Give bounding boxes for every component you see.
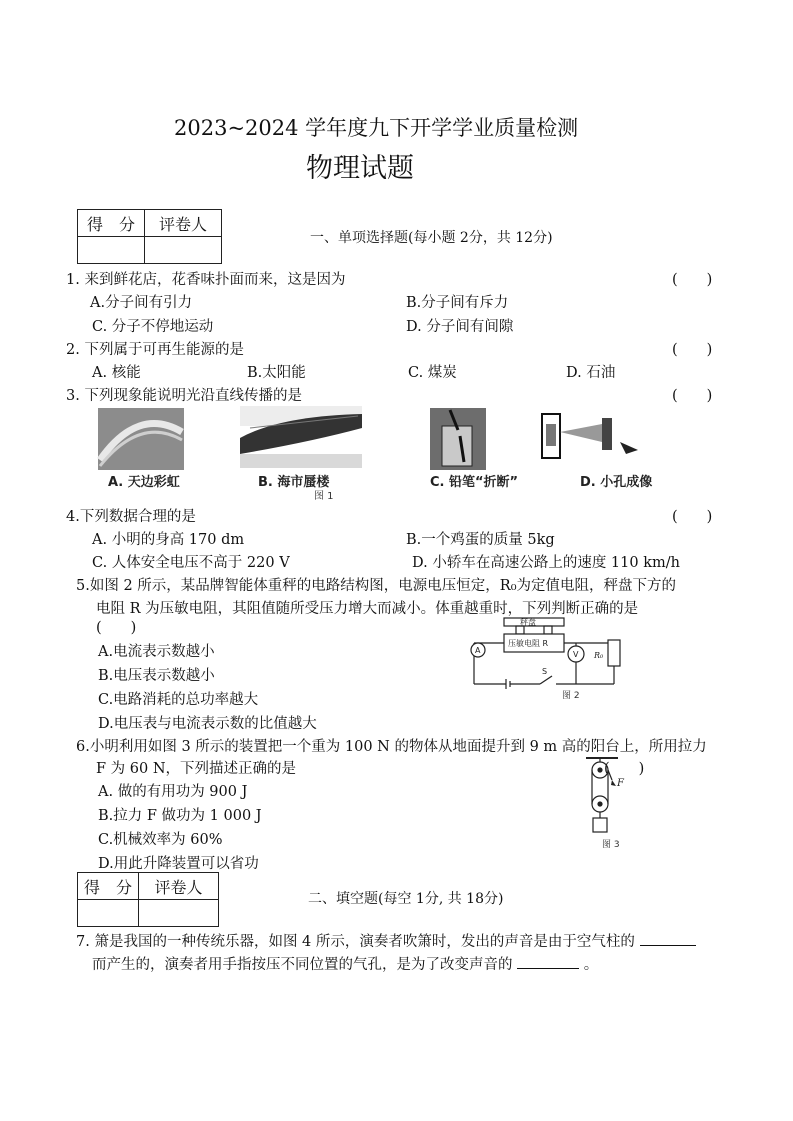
score-cell-2: [78, 900, 139, 927]
fig1-caption-b: B. 海市蜃楼: [258, 475, 330, 490]
q5-option-d: D.电压表与电流表示数的比值越大: [98, 716, 317, 732]
q5-option-b: B.电压表示数越小: [98, 668, 215, 684]
q1-option-b: B.分子间有斥力: [406, 295, 509, 311]
score-cell: [78, 237, 145, 264]
rainbow-image: [98, 408, 184, 470]
q5-option-c: C.电路消耗的总功率越大: [98, 692, 259, 708]
exam-title: 2023~2024 学年度九下开学学业质量检测: [174, 116, 579, 140]
q1-option-d: D. 分子间有间隙: [406, 319, 514, 335]
q6-option-b: B.拉力 F 做功为 1 000 J: [98, 808, 262, 824]
figure-3-pulley: [578, 752, 638, 852]
q5-option-a: A.电流表示数越小: [98, 644, 215, 660]
q1-option-c: C. 分子不停地运动: [92, 319, 214, 335]
q7-line1-text: 7. 箫是我国的一种传统乐器，如图 4 所示，演奏者吹箫时，发出的声音是由于空气柱的: [76, 934, 635, 950]
grader-label: 评卷人: [145, 210, 222, 237]
question-7-line1: [76, 930, 696, 951]
score-table-1: [77, 209, 222, 264]
section-heading-1: 一、单项选择题(每小题 2分，共 12分): [310, 230, 553, 246]
question-6-stem-line2: F 为 60 N，下列描述正确的是: [96, 761, 297, 777]
q1-option-a: A.分子间有引力: [90, 295, 193, 311]
q7-blank-1[interactable]: [640, 945, 696, 946]
q7-line2-end: 。: [583, 957, 599, 973]
grader-label-2: 评卷人: [139, 873, 219, 900]
mirage-image: [240, 406, 362, 468]
fig2-switch-label: S: [542, 667, 548, 676]
question-5-paren: ( ): [96, 620, 137, 636]
grader-cell: [145, 237, 222, 264]
question-4-stem: 4.下列数据合理的是: [66, 509, 196, 525]
question-3-stem: 3. 下列现象能说明光沿直线传播的是: [66, 388, 302, 404]
fig2-pan-label: 秤盘: [520, 618, 536, 627]
q6-option-a: A. 做的有用功为 900 J: [98, 784, 248, 800]
pencil-glass-image: [430, 408, 486, 470]
score-table-2: [77, 872, 219, 927]
question-7-line2: [92, 953, 598, 974]
fig2-label: 图 2: [562, 691, 580, 700]
question-6-paren: ( ): [604, 761, 645, 777]
voltmeter-icon: V: [573, 650, 579, 659]
fig1-caption-a: A. 天边彩虹: [108, 475, 180, 490]
q4-option-d: D. 小轿车在高速公路上的速度 110 km/h: [412, 555, 680, 571]
q4-option-a: A. 小明的身高 170 dm: [92, 532, 245, 548]
q4-option-c: C. 人体安全电压不高于 220 V: [92, 555, 290, 571]
fig2-resistor-label: 压敏电阻 R: [508, 639, 549, 648]
q7-blank-2[interactable]: [517, 968, 579, 969]
q6-option-c: C.机械效率为 60%: [98, 832, 223, 848]
fig1-caption-c: C. 铅笔“折断”: [430, 475, 519, 490]
fig1-label: 图 1: [314, 491, 334, 502]
subject-title: 物理试题: [306, 153, 414, 184]
q4-option-b: B.一个鸡蛋的质量 5kg: [406, 532, 555, 548]
fig3-label: 图 3: [602, 840, 620, 850]
score-label: 得 分: [78, 210, 145, 237]
q2-option-c: C. 煤炭: [408, 365, 457, 381]
fig1-caption-d: D. 小孔成像: [580, 475, 653, 490]
question-2-paren: ( ): [672, 342, 713, 358]
question-1-paren: ( ): [672, 272, 713, 288]
q6-option-d: D.用此升降装置可以省功: [98, 856, 259, 872]
grader-cell-2: [139, 900, 219, 927]
section-heading-2: 二、填空题(每空 1分, 共 18分): [308, 891, 504, 907]
question-3-paren: ( ): [672, 388, 713, 404]
q7-line2-text: 而产生的，演奏者用手指按压不同位置的气孔，是为了改变声音的: [92, 957, 513, 973]
q2-option-b: B.太阳能: [247, 365, 306, 381]
fig2-r0-label: R₀: [594, 651, 604, 660]
ammeter-icon: A: [475, 646, 481, 655]
figure-2-circuit: [466, 612, 628, 700]
figure-1: [90, 402, 675, 502]
score-label-2: 得 分: [78, 873, 139, 900]
question-5-stem-line1: 5.如图 2 所示，某品牌智能体重秤的电路结构图，电源电压恒定，R₀为定值电阻，秤盘下方的: [76, 578, 677, 594]
question-1-stem: 1. 来到鲜花店，花香味扑面而来，这是因为: [66, 272, 346, 288]
fig3-force-label: F: [617, 778, 624, 789]
question-5-stem-line2: 电阻 R 为压敏电阻，其阻值随所受压力增大而减小。体重越重时，下列判断正确的是: [96, 601, 639, 617]
q2-option-a: A. 核能: [92, 365, 141, 381]
question-2-stem: 2. 下列属于可再生能源的是: [66, 342, 244, 358]
question-6-stem-line1: 6.小明利用如图 3 所示的装置把一个重为 100 N 的物体从地面提升到 9 m 高的阳台上，所用拉力: [76, 739, 707, 755]
pinhole-image: [542, 414, 638, 458]
q2-option-d: D. 石油: [566, 365, 616, 381]
question-4-paren: ( ): [672, 509, 713, 525]
